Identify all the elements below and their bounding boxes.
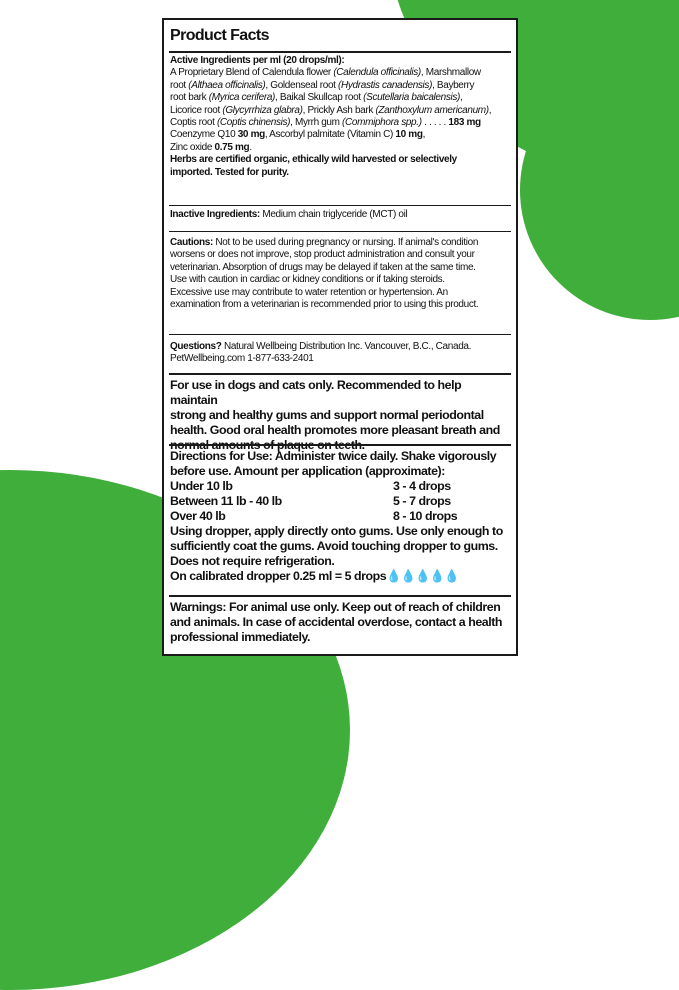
active-line: root (Althaea officinalis), Goldenseal root (Hydrastis canadensis), Bayberry (170, 79, 475, 91)
panel-title: Product Facts (170, 27, 269, 44)
active-heading: Active Ingredients per ml (20 drops/ml): (170, 55, 345, 66)
cautions-section: Cautions: Not to be used during pregnancy or nursing. If animal's condition worsens or does not improve, stop product administration and consult your veterinarian. Absorption of drugs may be delayed if taken at the same time. Use with caution in cardiac or kidney conditions or if taking steroids. Excessive use may contribute to water retention or hypertension. An examination from a veterinarian is recommended prior to using this product. (170, 237, 479, 311)
active-line: A Proprietary Blend of Calendula flower (Calendula officinalis), Marshmallow (170, 67, 481, 79)
divider (169, 373, 511, 375)
questions-section: Questions? Natural Wellbeing Distribution Inc. Vancouver, B.C., Canada. PetWellbeing.com 1-877-633-2401 (170, 341, 472, 365)
herbs-note: imported. Tested for purity. (170, 166, 289, 178)
divider (169, 334, 511, 335)
dose-row: Between 11 lb - 40 lb 5 - 7 drops (170, 494, 451, 508)
divider (169, 51, 511, 53)
active-line: Licorice root (Glycyrrhiza glabra), Prickly Ash bark (Zanthoxylum americanum), (170, 104, 492, 116)
dose-row: Over 40 lb 8 - 10 drops (170, 509, 458, 523)
use-statement: For use in dogs and cats only. Recommended to help maintain strong and healthy gums and support normal periodontal health. Good oral health promotes more pleasant breath and normal amounts of plaque on teeth. (170, 378, 500, 452)
active-line: root bark (Myrica cerifera), Baikal Skullcap root (Scutellaria baicalensis), (170, 92, 463, 104)
warnings-section: Warnings: For animal use only. Keep out of reach of children and animals. In case of accidental overdose, contact a health professional immediately. (170, 600, 502, 644)
active-line: Coenzyme Q10 30 mg, Ascorbyl palmitate (Vitamin C) 10 mg, (170, 129, 426, 141)
active-line: Coptis root (Coptis chinensis), Myrrh gum (Commiphora spp.) . . . . . 183 mg (170, 117, 481, 129)
divider (169, 444, 511, 446)
divider (169, 205, 511, 206)
dose-row: Under 10 lb 3 - 4 drops (170, 479, 451, 493)
product-facts-panel (162, 18, 518, 656)
water-drop-icon: 💧💧💧💧💧 (386, 569, 459, 583)
divider (169, 231, 511, 232)
inactive-ingredients-section: Inactive Ingredients: Medium chain triglyceride (MCT) oil (170, 209, 408, 220)
directions-section: Directions for Use: Administer twice daily. Shake vigorously before use. Amount per application (approximate): Under 10 lb 3 - 4 drops Between 11 lb - 40 lb 5 - 7 drops Over 40 lb 8 - 10 drops Using dropper, apply directly onto gums. Use only enough to sufficiently coat the gums. Avoid touching dropper to gums. Does not require refrigeration. On calibrated dropper 0.25 ml = 5 drops💧💧💧💧💧 (170, 449, 510, 584)
active-ingredients-section (170, 55, 510, 179)
herbs-note: Herbs are certified organic, ethically wild harvested or selectively (170, 154, 457, 166)
divider (169, 595, 511, 597)
active-line: Zinc oxide 0.75 mg. (170, 141, 252, 153)
